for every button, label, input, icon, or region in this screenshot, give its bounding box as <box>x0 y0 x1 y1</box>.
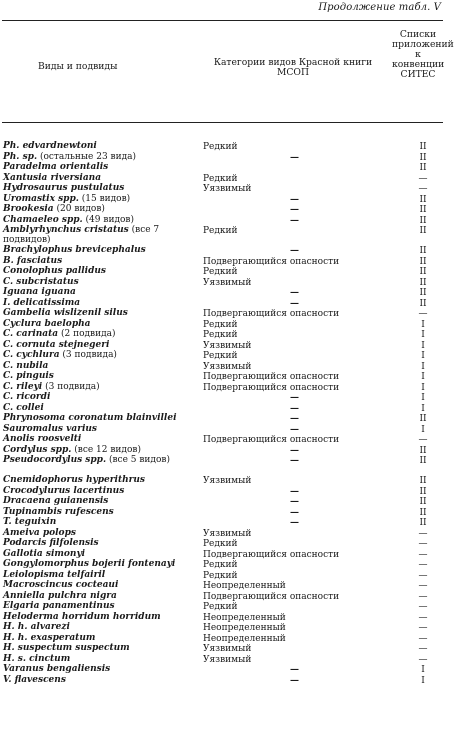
species-cell <box>3 184 203 194</box>
species-cell <box>3 435 203 445</box>
species-name: Brookesia <box>3 204 54 214</box>
category-cell: — <box>290 152 299 163</box>
category-cell: Уязвимый <box>203 644 252 654</box>
category-cell: — <box>290 298 299 309</box>
category-cell: Подвергающийся опасности <box>203 256 340 267</box>
category-cell: Редкий <box>203 570 238 581</box>
category-cell: — <box>290 486 299 497</box>
cites-cell: — <box>418 591 428 602</box>
category-cell: — <box>290 393 299 403</box>
table-row <box>0 226 445 246</box>
cites-cell: II <box>419 507 427 518</box>
cites-cell: I <box>421 361 425 372</box>
species-cell <box>3 299 203 309</box>
cites-cell: II <box>419 456 427 466</box>
cites-cell: — <box>418 612 428 623</box>
species-note: (все 7 подвидов) <box>3 225 160 245</box>
species-note: (15 видов) <box>78 193 131 204</box>
species-note: (20 видов) <box>53 204 105 214</box>
cites-cell: II <box>419 215 427 226</box>
species-name: Iguana iguana <box>3 287 76 297</box>
species-cell <box>3 205 203 215</box>
category-cell: — <box>290 194 299 205</box>
species-cell <box>3 393 203 403</box>
cites-cell: — <box>418 435 428 445</box>
species-note: (3 подвида) <box>59 350 117 360</box>
species-name: C. subcristatus <box>3 276 79 287</box>
cites-cell: — <box>418 173 428 184</box>
category-cell: Неопределенный <box>203 633 286 644</box>
species-name: Ph. edvardnewtoni <box>3 141 97 151</box>
cites-cell: I <box>421 382 425 393</box>
species-cell <box>3 497 203 507</box>
species-cell <box>3 320 203 330</box>
species-cell <box>3 174 203 184</box>
species-name: Brachylophus brevicephalus <box>3 245 146 255</box>
species-cell <box>3 309 203 319</box>
species-name: C. ricordi <box>3 392 51 402</box>
table-row <box>0 393 445 404</box>
species-cell <box>3 372 203 382</box>
cites-cell: II <box>419 142 427 152</box>
category-cell: Редкий <box>203 351 238 361</box>
species-name: C. collei <box>3 402 44 413</box>
table-row <box>0 351 445 362</box>
table-row <box>0 508 445 519</box>
cites-cell: I <box>421 403 425 414</box>
cites-cell: II <box>419 298 427 309</box>
table-row <box>0 362 445 373</box>
category-cell: — <box>290 403 299 414</box>
cites-cell: — <box>418 549 428 560</box>
cites-cell: II <box>419 256 427 267</box>
cites-cell: II <box>419 277 427 288</box>
category-cell: Редкий <box>203 142 238 152</box>
category-cell: Подвергающийся опасности <box>203 435 340 445</box>
cites-cell: II <box>419 288 427 298</box>
category-cell: Уязвимый <box>203 528 252 539</box>
cites-cell: — <box>418 602 428 612</box>
cites-cell: II <box>419 445 427 456</box>
species-name: Pseudocordylus spp. <box>3 455 107 465</box>
species-name: Gongylomorphus bojerii fontenayi <box>3 559 176 569</box>
category-cell: Уязвимый <box>203 340 252 351</box>
species-note: (все 5 видов) <box>106 455 170 465</box>
category-cell: Подвергающийся опасности <box>203 382 340 393</box>
species-cell <box>3 665 203 675</box>
category-cell: Неопределенный <box>203 612 286 623</box>
species-name: Chamaeleo spp. <box>3 214 83 225</box>
species-name: Sauromalus varius <box>3 423 97 434</box>
species-name: H. s. cinctum <box>3 653 71 664</box>
cites-cell: II <box>419 486 427 497</box>
species-cell <box>3 278 203 288</box>
category-cell: — <box>290 497 299 507</box>
species-name: Gallotia simonyi <box>3 548 86 559</box>
cites-cell: II <box>419 152 427 163</box>
continuation-caption: Продолжение табл. V <box>318 2 441 13</box>
cites-cell: II <box>419 518 427 528</box>
species-cell <box>3 414 203 424</box>
species-cell <box>3 216 203 226</box>
category-cell: — <box>290 507 299 518</box>
cites-cell: II <box>419 246 427 256</box>
species-name: Hydrosaurus pustulatus <box>3 183 125 193</box>
cites-cell: — <box>418 581 428 591</box>
species-name: Heloderma horridum horridum <box>3 611 161 622</box>
cites-cell: — <box>418 539 428 549</box>
table-body <box>0 142 445 686</box>
category-cell: Редкий <box>203 560 238 570</box>
category-cell: — <box>290 246 299 256</box>
category-cell: Уязвимый <box>203 476 252 486</box>
category-cell: — <box>290 675 299 686</box>
category-cell: Редкий <box>203 539 238 549</box>
species-name: Uromastix spp. <box>3 193 79 204</box>
species-name: Macroscincus cocteaui <box>3 580 119 590</box>
species-cell <box>3 676 203 686</box>
category-cell: Редкий <box>203 602 238 612</box>
species-cell <box>3 655 203 665</box>
category-cell: — <box>290 288 299 298</box>
species-cell <box>3 425 203 435</box>
species-name: Anolis roosvelti <box>3 434 82 444</box>
cites-cell: — <box>418 184 428 194</box>
cites-cell: I <box>421 665 425 675</box>
species-note: (3 подвида) <box>42 381 100 392</box>
species-name: Conolophus pallidus <box>3 266 106 276</box>
category-cell: Уязвимый <box>203 277 252 288</box>
species-cell <box>3 539 203 549</box>
category-cell: — <box>290 205 299 215</box>
category-cell: Неопределенный <box>203 623 286 633</box>
species-cell <box>3 153 203 163</box>
species-name: V. flavescens <box>3 674 66 685</box>
species-cell <box>3 644 203 654</box>
species-cell <box>3 518 203 528</box>
species-cell <box>3 246 203 256</box>
category-cell: — <box>290 665 299 675</box>
species-cell <box>3 613 203 623</box>
table-row <box>0 456 445 476</box>
table-row <box>0 665 445 676</box>
cites-cell: II <box>419 226 427 236</box>
cites-cell: I <box>421 372 425 382</box>
table-row <box>0 383 445 394</box>
species-name: Ameiva polops <box>3 527 76 538</box>
category-cell: Подвергающийся опасности <box>203 591 340 602</box>
cites-cell: II <box>419 205 427 215</box>
species-name: H. h. alvarezi <box>3 622 70 632</box>
header-rule <box>2 122 443 123</box>
species-cell <box>3 592 203 602</box>
species-note: (49 видов) <box>82 214 134 225</box>
species-name: Leiolopisma telfairil <box>3 569 106 580</box>
species-cell <box>3 163 203 173</box>
column-header-category: Категории видов Красной книги МСОП <box>213 57 373 78</box>
species-cell <box>3 351 203 361</box>
category-cell: Подвергающийся опасности <box>203 372 340 382</box>
cites-cell: — <box>418 560 428 570</box>
cites-cell: — <box>418 654 428 665</box>
species-name: H. suspectum suspectum <box>3 643 130 653</box>
species-cell <box>3 404 203 414</box>
species-cell <box>3 550 203 560</box>
species-note: (остальные 23 вида) <box>37 151 137 162</box>
species-name: Cyclura baelopha <box>3 318 91 329</box>
species-cell <box>3 226 203 246</box>
species-name: Dracaena guianensis <box>3 496 109 506</box>
species-cell <box>3 476 203 486</box>
species-cell <box>3 341 203 351</box>
species-name: Crocodylurus lacertinus <box>3 485 125 496</box>
table-row <box>0 246 445 257</box>
species-note: (2 подвида) <box>58 329 116 339</box>
cites-cell: — <box>418 633 428 644</box>
cites-cell: I <box>421 351 425 361</box>
category-cell: — <box>290 424 299 435</box>
category-cell: Уязвимый <box>203 184 252 194</box>
species-name: Paradelma orientalis <box>3 162 109 172</box>
species-name: Gambelia wislizenil silus <box>3 308 128 318</box>
species-cell <box>3 456 203 466</box>
category-cell: Подвергающийся опасности <box>203 549 340 560</box>
category-cell: Редкий <box>203 173 238 184</box>
species-cell <box>3 634 203 644</box>
species-name: Elgaria panamentinus <box>3 601 115 611</box>
category-cell: Редкий <box>203 226 238 236</box>
cites-cell: — <box>418 623 428 633</box>
cites-cell: — <box>418 644 428 654</box>
species-cell <box>3 560 203 570</box>
species-name: C. cornuta stejnegeri <box>3 339 110 350</box>
species-name: Podarcis filfolensis <box>3 538 99 548</box>
species-cell <box>3 602 203 612</box>
cites-cell: — <box>418 528 428 539</box>
species-name: Tupinambis rufescens <box>3 506 114 517</box>
cites-cell: I <box>421 393 425 403</box>
cites-cell: — <box>418 570 428 581</box>
species-cell <box>3 195 203 205</box>
category-cell: Редкий <box>203 267 238 277</box>
cites-cell: — <box>418 309 428 319</box>
category-cell: — <box>290 456 299 466</box>
category-cell: — <box>290 445 299 456</box>
species-name: H. h. exasperatum <box>3 632 96 643</box>
species-name: Amblyrhynchus cristatus <box>3 225 129 235</box>
cites-cell: I <box>421 319 425 330</box>
column-header-species: Виды и подвиды <box>38 61 118 72</box>
species-cell <box>3 257 203 267</box>
category-cell: Редкий <box>203 319 238 330</box>
species-name: Cnemidophorus hyperithrus <box>3 475 146 485</box>
category-cell: Редкий <box>203 330 238 340</box>
cites-cell: II <box>419 194 427 205</box>
species-cell <box>3 581 203 591</box>
cites-cell: II <box>419 267 427 277</box>
category-cell: Уязвимый <box>203 654 252 665</box>
category-cell: — <box>290 518 299 528</box>
species-cell <box>3 330 203 340</box>
species-name: T. teguixin <box>3 517 57 527</box>
cites-cell: I <box>421 675 425 686</box>
category-cell: — <box>290 215 299 226</box>
column-header-cites: Списки приложений к конвенции СИТЕС <box>392 29 454 80</box>
species-cell <box>3 623 203 633</box>
species-cell <box>3 383 203 393</box>
species-cell <box>3 571 203 581</box>
species-name: B. fasciatus <box>3 255 63 266</box>
cites-cell: I <box>421 340 425 351</box>
cites-cell: II <box>419 414 427 424</box>
species-name: Anniella pulchra nigra <box>3 590 117 601</box>
species-cell <box>3 142 203 152</box>
category-cell: — <box>290 414 299 424</box>
species-cell <box>3 508 203 518</box>
species-note: (все 12 видов) <box>71 444 141 455</box>
species-cell <box>3 267 203 277</box>
species-name: I. delicatissima <box>3 297 81 308</box>
species-name: C. nubila <box>3 360 49 371</box>
species-name: C. pinguis <box>3 371 54 381</box>
cites-cell: II <box>419 476 427 486</box>
species-cell <box>3 362 203 372</box>
species-name: Ph. sp. <box>3 151 38 162</box>
species-name: C. carinata <box>3 329 59 339</box>
category-cell: Неопределенный <box>203 581 286 591</box>
category-cell: Подвергающийся опасности <box>203 309 340 319</box>
species-name: C. cychlura <box>3 350 60 360</box>
species-name: Xantusia riversiana <box>3 172 102 183</box>
cites-cell: II <box>419 163 427 173</box>
species-name: C. rileyi <box>3 381 43 392</box>
species-name: Varanus bengaliensis <box>3 664 111 674</box>
species-cell <box>3 529 203 539</box>
category-cell: Уязвимый <box>203 361 252 372</box>
species-name: Cordylus spp. <box>3 444 72 455</box>
species-cell <box>3 446 203 456</box>
cites-cell: I <box>421 330 425 340</box>
cites-cell: II <box>419 497 427 507</box>
species-name: Phrynosoma coronatum blainvillei <box>3 413 177 423</box>
cites-cell: I <box>421 424 425 435</box>
species-cell <box>3 288 203 298</box>
table-row <box>0 676 445 687</box>
top-rule <box>2 20 443 21</box>
species-cell <box>3 487 203 497</box>
